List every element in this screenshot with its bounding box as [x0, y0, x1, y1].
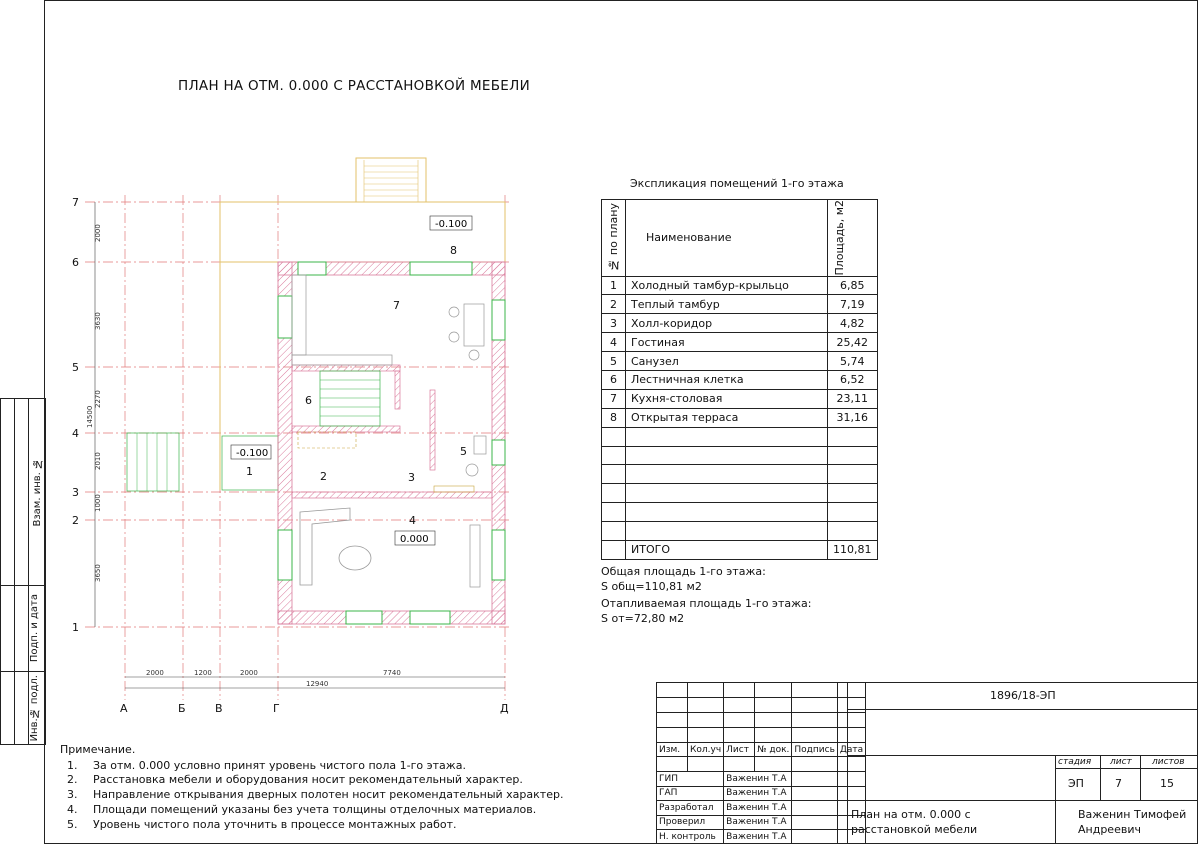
table-row-empty [602, 522, 878, 541]
note-num: 3. [67, 788, 78, 801]
header-area: Площадь, м2 [833, 200, 846, 276]
sheets-label: листов [1152, 757, 1185, 767]
table-row-empty [602, 484, 878, 503]
table-row-empty [602, 503, 878, 522]
floor-plan [0, 0, 600, 740]
axis-1: 1 [72, 621, 79, 634]
axis-v: В [215, 702, 223, 715]
axis-g: Г [273, 702, 280, 715]
drawing-title: ПЛАН НА ОТМ. 0.000 С РАССТАНОВКОЙ МЕБЕЛИ [178, 78, 530, 94]
total-label: ИТОГО [626, 540, 828, 559]
note-text: Направление открывания дверных полотен носит рекомендательный характер. [93, 788, 564, 801]
total-row [602, 540, 878, 559]
axis-3: 3 [72, 486, 79, 499]
room-mark-8: 8 [450, 244, 457, 257]
table-row: 2 Теплый тамбур 7,19 [602, 295, 878, 314]
axis-2: 2 [72, 514, 79, 527]
svg-text:2010: 2010 [94, 452, 102, 470]
axis-6: 6 [72, 256, 79, 269]
floor-level: 0.000 [400, 534, 429, 545]
note-text: Расстановка мебели и оборудования носит рекомендательный характер. [93, 773, 523, 786]
total-area-label: Общая площадь 1-го этажа: [601, 565, 766, 578]
svg-text:2000: 2000 [240, 669, 258, 677]
axis-d: Д [500, 702, 509, 715]
note-text: Площади помещений указаны без учета толщины отделочных материалов. [93, 803, 537, 816]
header-num: № по плану [607, 203, 620, 273]
total-area-value: S общ=110,81 м2 [601, 580, 702, 593]
side-label-sign: Подп. и дата [29, 594, 40, 663]
note-text: Уровень чистого пола уточнить в процессе монтажных работ. [93, 818, 457, 831]
col-header: Изм. [657, 743, 688, 757]
terrace [220, 202, 505, 262]
table-row: 5 Санузел 5,74 [602, 352, 878, 371]
room-mark-6: 6 [305, 394, 312, 407]
col-header: Лист [724, 743, 755, 757]
note-num: 1. [67, 759, 78, 772]
porch-stairs [127, 433, 179, 491]
heated-area-value: S от=72,80 м2 [601, 612, 685, 625]
explication-table [601, 199, 878, 560]
side-label-replace: Взам. инв. № [31, 457, 43, 527]
note-num: 4. [67, 803, 78, 816]
author-name: Важенин Тимофей Андреевич [1078, 808, 1187, 836]
table-row: 4 Гостиная 25,42 [602, 333, 878, 352]
porch-level: -0.100 [236, 448, 269, 459]
axis-a: А [120, 702, 128, 715]
sheet-label: лист [1110, 757, 1132, 767]
sheet-value: 7 [1115, 777, 1122, 790]
stamp-grid: Изм. Кол.уч Лист № док. Подпись Дата ГИП Важенин Т.А ГАП Важенин Т.А Разработал Важенин Т.А Проверил Важенин Т.А Н. контроль Важенин Т.А [656, 682, 866, 844]
svg-text:1200: 1200 [194, 669, 212, 677]
coffee-table [339, 546, 371, 570]
table-row: 8 Открытая терраса 31,16 [602, 408, 878, 427]
table-row: 7 Кухня-столовая 23,11 [602, 389, 878, 408]
table-row-empty [602, 446, 878, 465]
axis-7: 7 [72, 196, 79, 209]
room-mark-1: 1 [246, 465, 253, 478]
svg-text:2270: 2270 [94, 390, 102, 408]
note-num: 2. [67, 773, 78, 786]
svg-text:1000: 1000 [94, 494, 102, 512]
svg-text:3630: 3630 [94, 312, 102, 330]
wardrobe [298, 432, 356, 448]
axis-number-labels [72, 196, 79, 634]
heated-area-label: Отапливаемая площадь 1-го этажа: [601, 597, 812, 610]
svg-text:3650: 3650 [94, 564, 102, 582]
note-num: 5. [67, 818, 78, 831]
toilet [466, 464, 478, 476]
stage-value: ЭП [1068, 777, 1084, 790]
total-value: 110,81 [828, 540, 878, 559]
header-name: Наименование [626, 200, 828, 277]
axis-5: 5 [72, 361, 79, 374]
room-mark-5: 5 [460, 445, 467, 458]
explication-caption: Экспликация помещений 1-го этажа [630, 177, 844, 190]
staircase [320, 371, 380, 426]
room-mark-4: 4 [409, 514, 416, 527]
svg-text:2000: 2000 [94, 224, 102, 242]
svg-text:7740: 7740 [383, 669, 401, 677]
side-stamp [0, 398, 46, 745]
table-row: 1 Холодный тамбур-крыльцо 6,85 [602, 276, 878, 295]
axis-letter-labels [120, 702, 509, 715]
notes-heading: Примечание. [60, 743, 136, 756]
col-header: Подпись [792, 743, 837, 757]
sofa [300, 508, 350, 585]
axis-4: 4 [72, 427, 79, 440]
table-row: 3 Холл-коридор 4,82 [602, 314, 878, 333]
stage-label: стадия [1058, 757, 1092, 767]
side-label-inv: Инв.№ подл. [29, 674, 40, 742]
svg-text:14500: 14500 [86, 405, 94, 428]
col-header: Кол.уч [688, 743, 724, 757]
room-mark-7: 7 [393, 299, 400, 312]
col-header: № док. [755, 743, 792, 757]
table-row: 6 Лестничная клетка 6,52 [602, 370, 878, 389]
dining-table [464, 304, 484, 346]
terrace-level: -0.100 [435, 219, 468, 230]
axis-b: Б [178, 702, 186, 715]
sheets-value: 15 [1160, 777, 1174, 790]
kitchen-counter [292, 275, 306, 355]
terrace-stairs [356, 158, 426, 202]
sheet-title: План на отм. 0.000 с расстановкой мебели [851, 808, 978, 836]
col-header: Дата [837, 743, 865, 757]
table-row-empty [602, 427, 878, 446]
project-code: 1896/18-ЭП [990, 689, 1056, 702]
svg-text:2000: 2000 [146, 669, 164, 677]
table-row-empty [602, 465, 878, 484]
note-text: За отм. 0.000 условно принят уровень чистого пола 1-го этажа. [93, 759, 466, 772]
room-mark-3: 3 [408, 471, 415, 484]
room-mark-2: 2 [320, 470, 327, 483]
svg-text:12940: 12940 [306, 680, 329, 688]
